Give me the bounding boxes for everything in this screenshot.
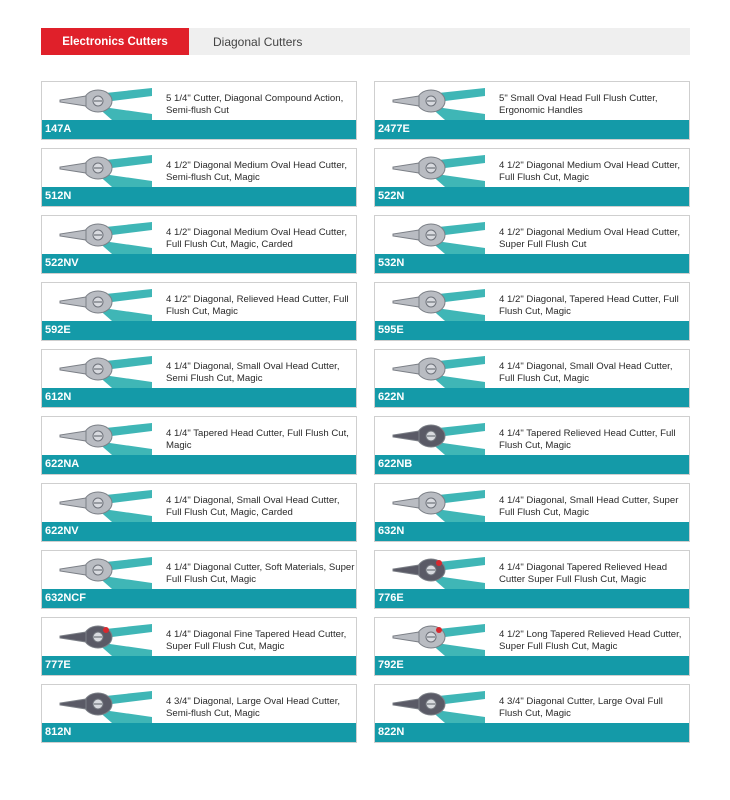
cutter-image [385,151,485,187]
product-card[interactable] [41,215,357,274]
product-code: 2477E [378,123,410,135]
product-code-bar [375,455,689,474]
product-card[interactable] [41,148,357,207]
product-description: 4 1/4" Diagonal, Small Head Cutter, Super Full Flush Cut, Magic [499,495,679,518]
product-code: 147A [45,123,72,135]
product-code-bar [375,254,689,273]
product-code-bar [42,455,356,474]
category-tabbar [41,28,690,55]
product-code-bar [375,388,689,407]
cutter-image [385,620,485,656]
cutter-image [385,687,485,723]
product-description: 4 1/4" Diagonal Cutter, Soft Materials, Super Full Flush Cut, Magic [166,562,355,585]
product-code: 512N [45,190,72,202]
cutter-image [52,620,152,656]
product-card[interactable] [374,684,690,743]
product-card[interactable] [374,483,690,542]
product-code-bar [375,321,689,340]
product-code: 776E [378,592,404,604]
product-code: 522N [378,190,405,202]
product-description: 4 1/2" Diagonal Medium Oval Head Cutter, Semi-flush Cut, Magic [166,160,347,183]
cutter-image [52,352,152,388]
cutter-image [385,486,485,522]
product-description: 4 1/4" Tapered Head Cutter, Full Flush Cut, Magic [166,428,349,451]
product-card[interactable] [374,617,690,676]
product-code-bar [42,723,356,742]
product-code-bar [42,120,356,139]
product-description: 4 1/2" Diagonal Medium Oval Head Cutter, Full Flush Cut, Magic, Carded [166,227,347,250]
product-code: 595E [378,324,404,336]
product-code-bar [375,187,689,206]
product-description: 4 1/4" Diagonal, Small Oval Head Cutter, Full Flush Cut, Magic, Carded [166,495,340,518]
cutter-image [385,553,485,589]
product-code: 612N [45,391,72,403]
product-code: 812N [45,726,72,738]
product-card[interactable] [41,416,357,475]
product-code: 622NB [378,458,413,470]
product-description: 4 1/2" Diagonal, Tapered Head Cutter, Full Flush Cut, Magic [499,294,679,317]
cutter-image [52,486,152,522]
product-card[interactable] [41,81,357,140]
product-code-bar [42,321,356,340]
tab-diagonal-cutters[interactable]: Diagonal Cutters [213,34,303,49]
product-description: 4 1/4" Diagonal Fine Tapered Head Cutter, Super Full Flush Cut, Magic [166,629,347,652]
cutter-image [52,151,152,187]
cutter-image [385,218,485,254]
product-code-bar [42,589,356,608]
cutter-image [385,419,485,455]
product-code: 532N [378,257,405,269]
product-card[interactable] [41,349,357,408]
product-code-bar [42,254,356,273]
product-description: 4 1/2" Long Tapered Relieved Head Cutter, Super Full Flush Cut, Magic [499,629,682,652]
product-code: 632N [378,525,405,537]
cutter-image [385,352,485,388]
product-code-bar [375,522,689,541]
product-code: 622N [378,391,405,403]
product-code: 522NV [45,257,79,269]
product-code-bar [42,187,356,206]
product-card[interactable] [41,483,357,542]
product-code: 622NA [45,458,80,470]
product-card[interactable] [41,684,357,743]
product-description: 4 1/4" Diagonal, Small Oval Head Cutter, Semi Flush Cut, Magic [166,361,340,384]
product-code: 792E [378,659,404,671]
product-card[interactable] [374,81,690,140]
product-description: 4 1/2" Diagonal Medium Oval Head Cutter, Super Full Flush Cut [499,227,680,250]
product-code-bar [375,120,689,139]
product-code-bar [42,656,356,675]
cutter-image [385,84,485,120]
product-card[interactable] [41,550,357,609]
product-description: 4 3/4" Diagonal, Large Oval Head Cutter, Semi-flush Cut, Magic [166,696,341,719]
cutter-image [385,285,485,321]
product-description: 4 1/4" Diagonal, Small Oval Head Cutter, Full Flush Cut, Magic [499,361,673,384]
product-code-bar [375,589,689,608]
tab-electronics-cutters[interactable]: Electronics Cutters [41,28,189,55]
product-code: 632NCF [45,592,86,604]
product-description: 5 1/4" Cutter, Diagonal Compound Action, Semi-flush Cut [166,93,344,116]
product-code-bar [42,522,356,541]
product-description: 5" Small Oval Head Full Flush Cutter, Ergonomic Handles [499,93,658,116]
product-code-bar [375,723,689,742]
product-card[interactable] [374,416,690,475]
cutter-image [52,419,152,455]
cutter-image [52,687,152,723]
cutter-image [52,218,152,254]
product-code: 592E [45,324,71,336]
product-card[interactable] [41,282,357,341]
product-card[interactable] [374,148,690,207]
product-code-bar [375,656,689,675]
product-description: 4 1/4" Diagonal Tapered Relieved Head Cutter Super Full Flush Cut, Magic [499,562,668,585]
product-code: 777E [45,659,71,671]
product-card[interactable] [374,282,690,341]
product-code: 622NV [45,525,79,537]
product-description: 4 1/2" Diagonal Medium Oval Head Cutter, Full Flush Cut, Magic [499,160,680,183]
product-card[interactable] [374,550,690,609]
product-description: 4 3/4" Diagonal Cutter, Large Oval Full Flush Cut, Magic [499,696,663,719]
cutter-image [52,553,152,589]
product-description: 4 1/2" Diagonal, Relieved Head Cutter, Full Flush Cut, Magic [166,294,349,317]
product-code: 822N [378,726,405,738]
product-code-bar [42,388,356,407]
product-description: 4 1/4" Tapered Relieved Head Cutter, Full Flush Cut, Magic [499,428,676,451]
cutter-image [52,84,152,120]
product-card[interactable] [374,215,690,274]
product-card[interactable] [41,617,357,676]
product-card[interactable] [374,349,690,408]
cutter-image [52,285,152,321]
